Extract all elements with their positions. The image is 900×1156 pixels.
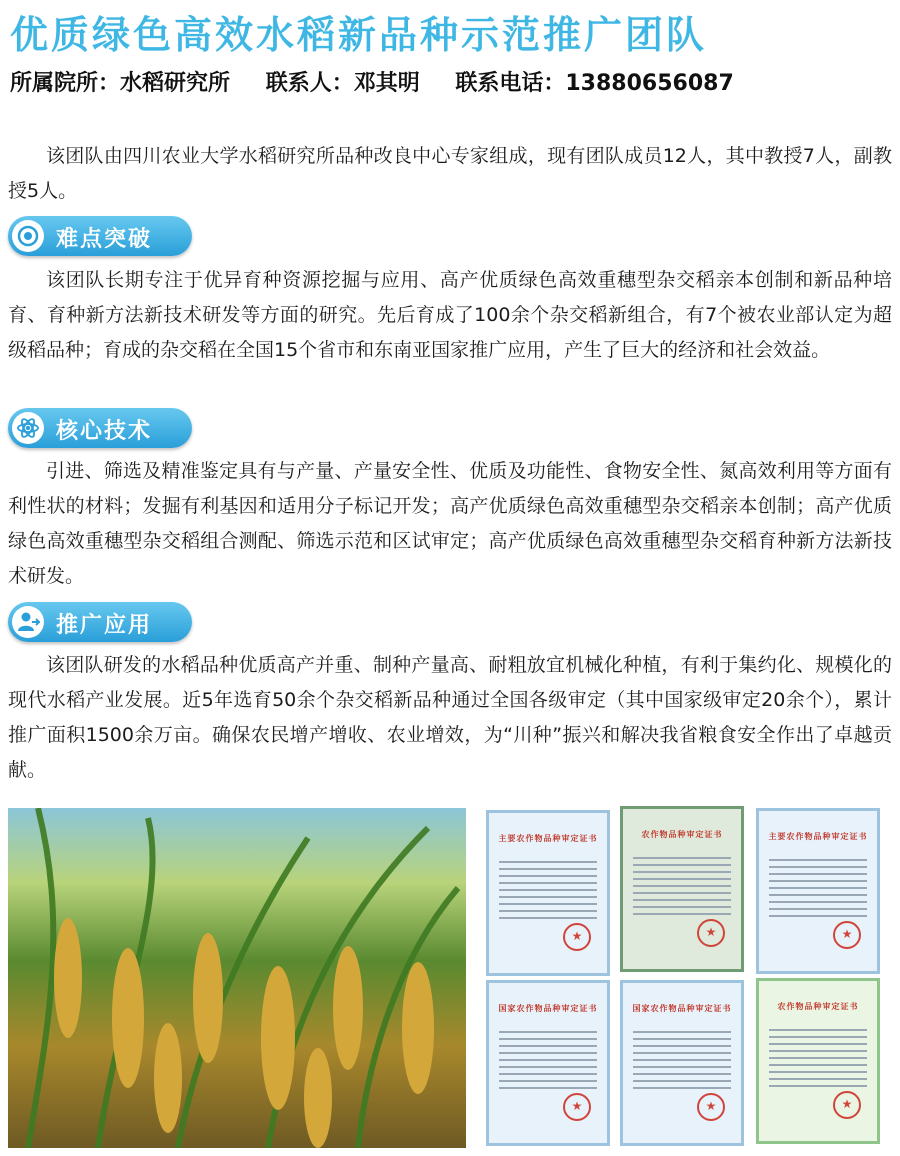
seal-icon (697, 1093, 725, 1121)
intro-paragraph: 该团队由四川农业大学水稻研究所品种改良中心专家组成，现有团队成员12人，其中教授7人，副教授5人。 (8, 145, 892, 202)
seal-icon (833, 921, 861, 949)
certificate-image: 农作物品种审定证书 ★ (620, 806, 744, 972)
user-icon (12, 606, 44, 638)
rice-field-photo (8, 808, 466, 1148)
section-heading: 核心技术 (56, 419, 153, 444)
section-paragraph-core: 引进、筛选及精准鉴定具有与产量、产量安全性、优质及功能性、食物安全性、氮高效利用等方面有利性状的材料；发掘有利基因和适用分子标记开发；高产优质绿色高效重穗型杂交稻亲本创制；高产优质绿色高效重穗型杂交稻组合测配、筛选示范和区试审定；高产优质绿色高效重穗型杂交稻育种新方法新技术研发。 (8, 460, 892, 587)
target-icon (12, 220, 44, 252)
section-pill-core (8, 408, 192, 448)
seal-icon (563, 1093, 591, 1121)
institute-label: 所属院所：水稻研究所 (10, 71, 231, 96)
certificate-image: 国家农作物品种审定证书 ★ (486, 980, 610, 1146)
page-title: 优质绿色高效水稻新品种示范推广团队 (10, 13, 708, 57)
seal-icon (697, 919, 725, 947)
certificate-image: 国家农作物品种审定证书 ★ (620, 980, 744, 1146)
section-heading: 推广应用 (56, 613, 153, 638)
atom-icon (12, 412, 44, 444)
section-pill-difficulty (8, 216, 192, 256)
seal-icon (563, 923, 591, 951)
contact-label: 联系人：邓其明 (265, 71, 420, 96)
certificate-image: 主要农作物品种审定证书 ★ (486, 810, 610, 976)
phone-label: 联系电话：13880656087 (455, 71, 734, 96)
section-paragraph-promotion: 该团队研发的水稻品种优质高产并重、制种产量高、耐粗放宜机械化种植，有利于集约化、规模化的现代水稻产业发展。近5年选育50余个杂交稻新品种通过全国各级审定（其中国家级审定20余个），累计推广面积1500余万亩。确保农民增产增收、农业增效，为“川种”振兴和解决我省粮食安全作出了卓越贡献。 (8, 654, 892, 781)
section-pill-promotion (8, 602, 192, 642)
certificate-image: 主要农作物品种审定证书 ★ (756, 808, 880, 974)
header-meta (10, 66, 762, 97)
section-heading: 难点突破 (56, 227, 153, 252)
section-paragraph-difficulty: 该团队长期专注于优异育种资源挖掘与应用、高产优质绿色高效重穗型杂交稻亲本创制和新品种培育、育种新方法新技术研发等方面的研究。先后育成了100余个杂交稻新组合，有7个被农业部认定为超级稻品种；育成的杂交稻在全国15个省市和东南亚国家推广应用，产生了巨大的经济和社会效益。 (8, 269, 892, 361)
seal-icon (833, 1091, 861, 1119)
certificate-gallery (484, 806, 892, 1148)
certificate-image: 农作物品种审定证书 ★ (756, 978, 880, 1144)
